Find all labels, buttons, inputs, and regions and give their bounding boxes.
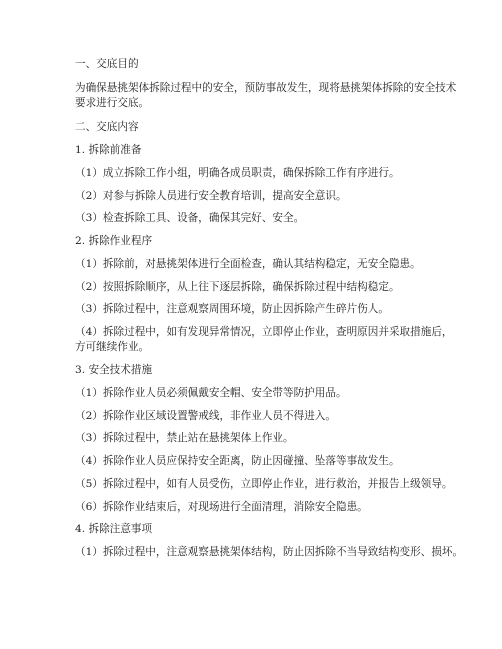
list-item: （3）拆除过程中，注意观察周围环境，防止因拆除产生碎片伤人。 <box>75 303 389 315</box>
list-item: （2）按照拆除顺序，从上往下逐层拆除，确保拆除过程中结构稳定。 <box>75 281 400 293</box>
subsection-title: 1. 拆除前准备 <box>75 144 142 156</box>
list-item: （1）拆除前，对悬挑架体进行全面检查，确认其结构稳定，无安全隐患。 <box>75 258 421 270</box>
list-item: （1）拆除作业人员必须佩戴安全帽、安全带等防护用品。 <box>75 387 347 399</box>
list-item: （1）拆除过程中，注意观察悬挑架体结构，防止因拆除不当导致结构变形、损坏。 <box>75 546 464 558</box>
list-item: （4）拆除作业人员应保持安全距离，防止因碰撞、坠落等事故发生。 <box>75 455 400 467</box>
section-heading: 一、交底目的 <box>75 58 139 70</box>
list-item: （3）检查拆除工具、设备，确保其完好、安全。 <box>75 212 305 224</box>
section-heading: 二、交底内容 <box>75 121 139 133</box>
list-item: （3）拆除过程中，禁止站在悬挑架体上作业。 <box>75 432 294 444</box>
list-item: （4）拆除过程中，如有发现异常情况，立即停止作业，查明原因并采取措施后， <box>75 326 453 338</box>
list-item: （5）拆除过程中，如有人员受伤，立即停止作业，进行救治，并报告上级领导。 <box>75 478 453 490</box>
paragraph-line: 为确保悬挑架体拆除过程中的安全，预防事故发生，现将悬挑架体拆除的安全技术 <box>75 82 457 94</box>
subsection-title: 4. 拆除注意事项 <box>75 523 153 535</box>
list-item-continuation: 方可继续作业。 <box>75 341 150 353</box>
list-item: （2）拆除作业区域设置警戒线，非作业人员不得进入。 <box>75 410 336 422</box>
subsection-title: 2. 拆除作业程序 <box>75 235 153 247</box>
subsection-title: 3. 安全技术措施 <box>75 364 153 376</box>
list-item: （6）拆除作业结束后，对现场进行全面清理，消除安全隐患。 <box>75 501 368 513</box>
list-item: （1）成立拆除工作小组，明确各成员职责，确保拆除工作有序进行。 <box>75 167 400 179</box>
list-item: （2）对参与拆除人员进行安全教育培训，提高安全意识。 <box>75 190 347 202</box>
paragraph-line: 要求进行交底。 <box>75 97 150 109</box>
